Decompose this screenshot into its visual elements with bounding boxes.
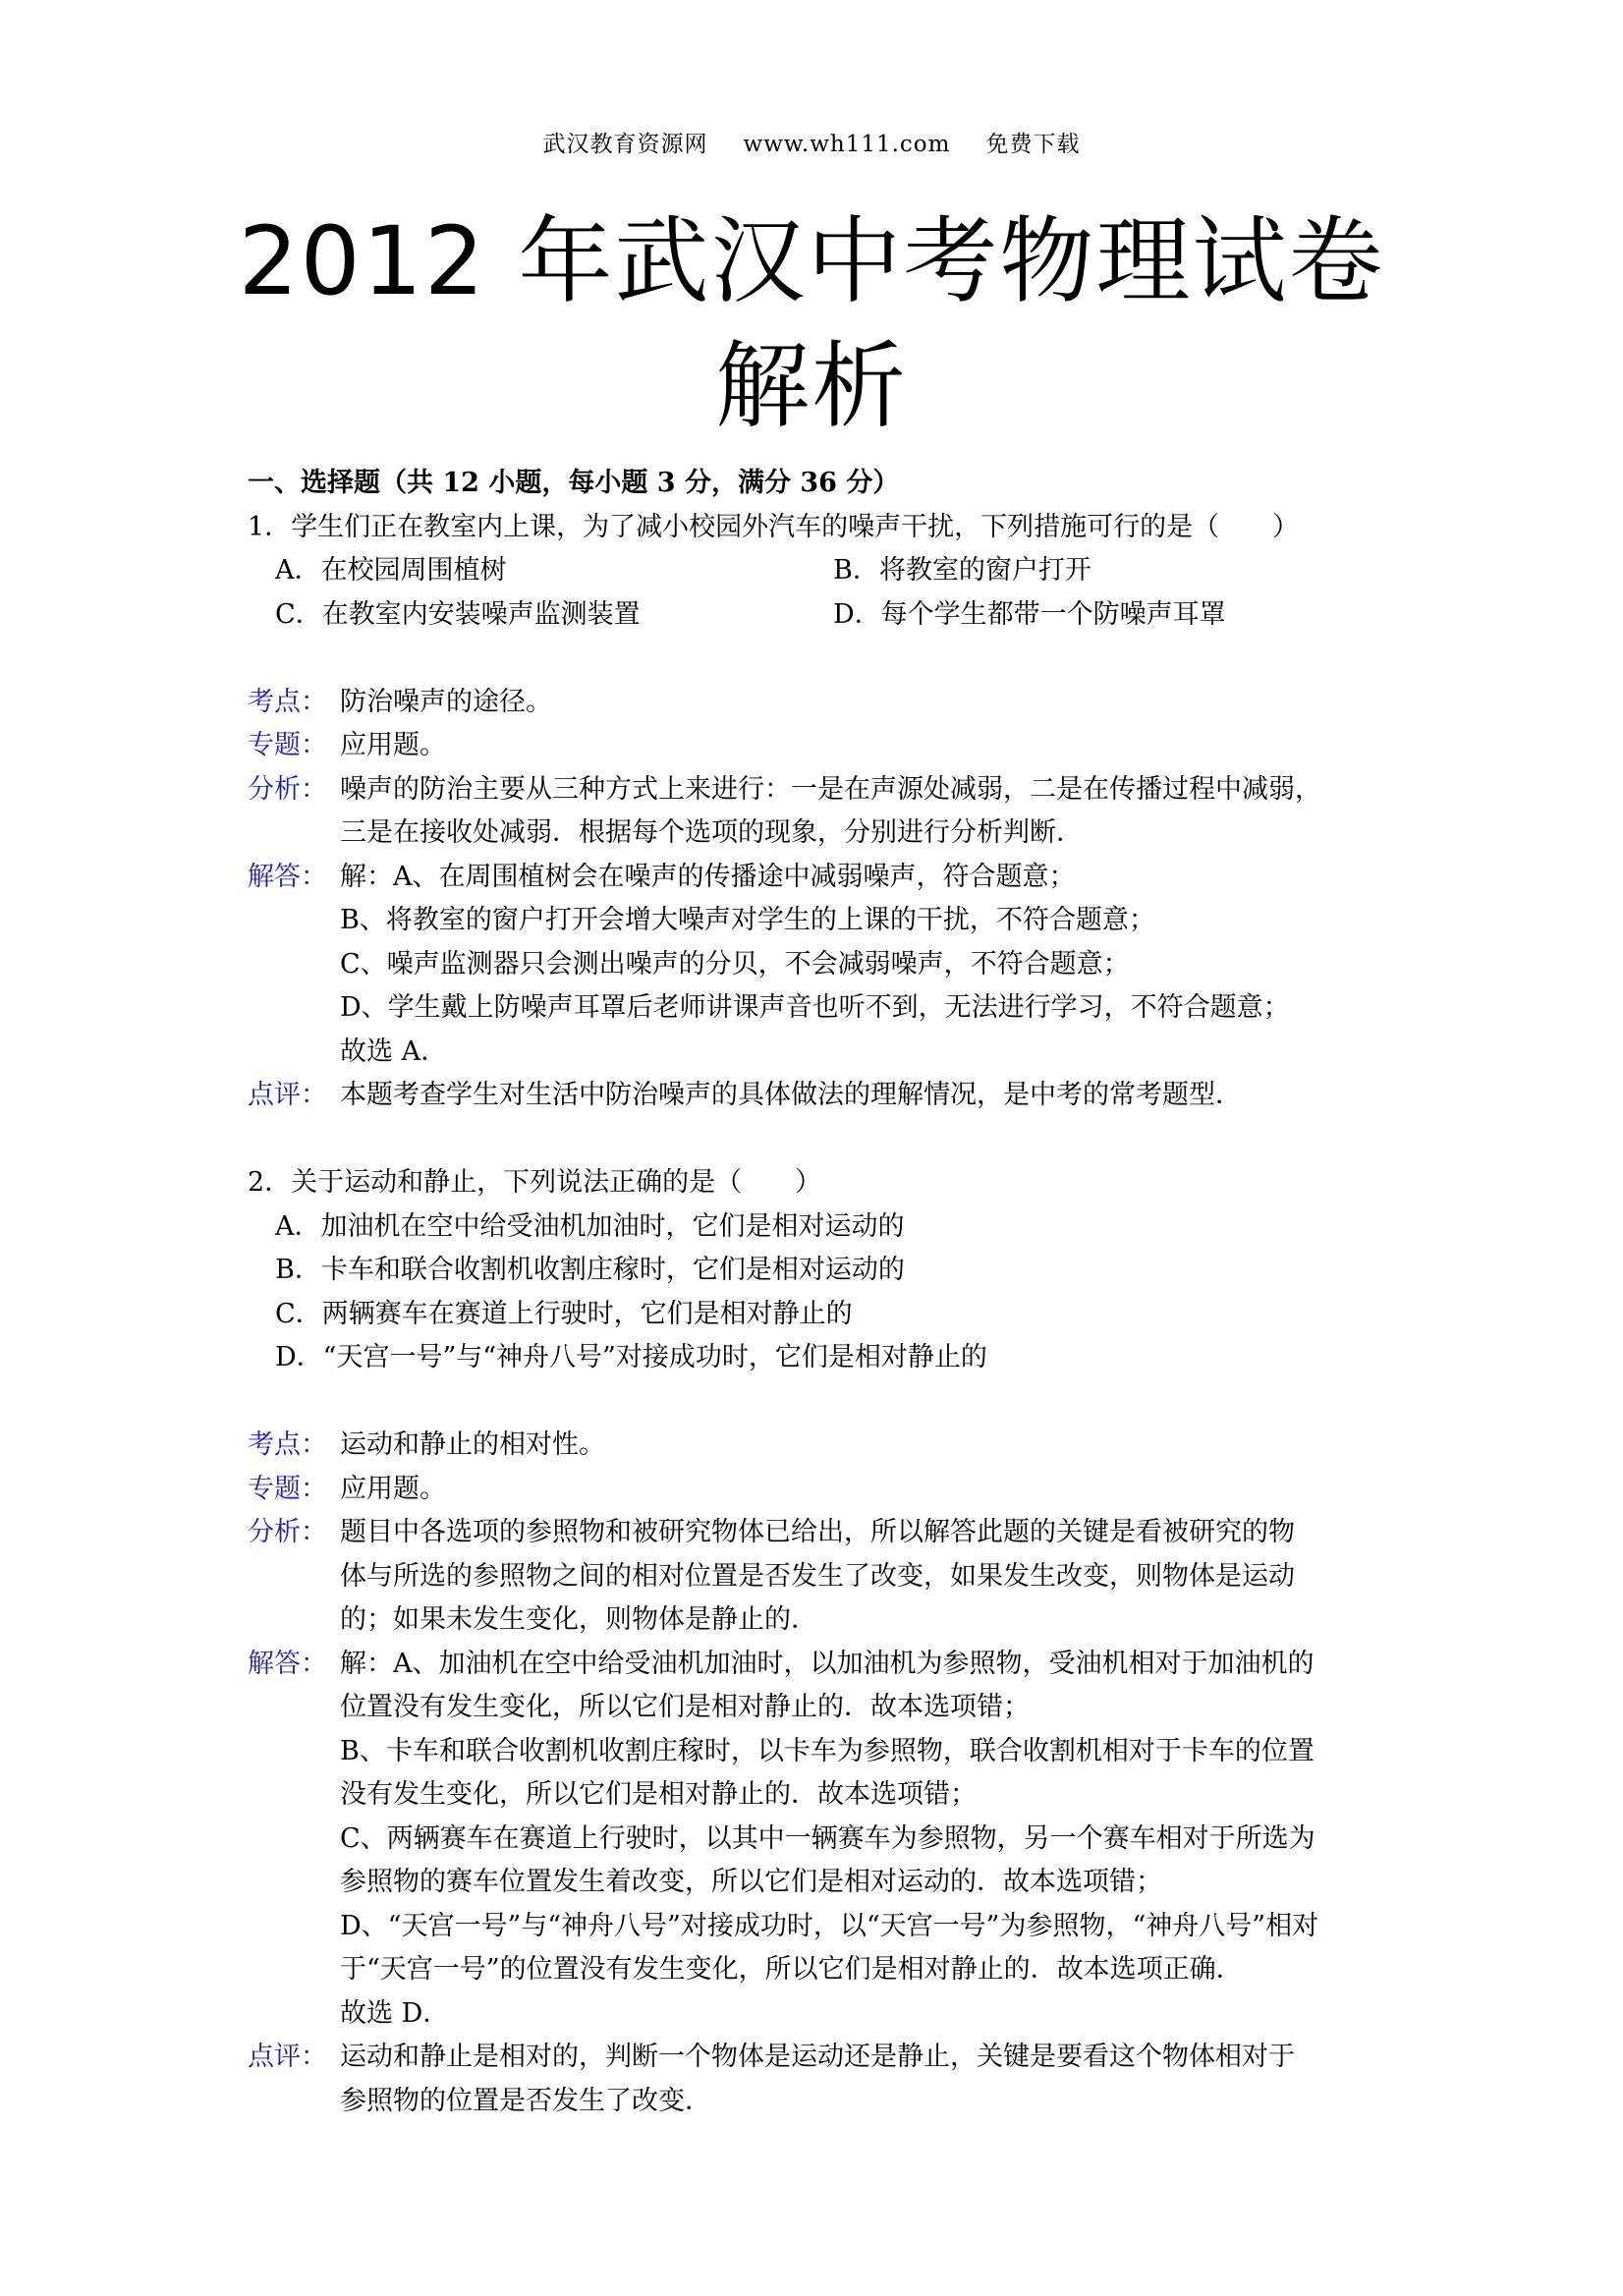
q1-options-row1 [248, 549, 1397, 593]
q1-option-c: C．在教室内安装噪声监测装置 [275, 598, 641, 630]
q1-option-d: D．每个学生都带一个防噪声耳罩 [833, 598, 1226, 630]
q1-kaodian-text: 防治噪声的途径。 [340, 686, 552, 717]
q1-dianping [248, 1074, 1397, 1118]
label-zhuanti: 专题： [248, 1473, 327, 1504]
q2-zhuanti [248, 1468, 1397, 1512]
q1-dianping-text: 本题考查学生对生活中防治噪声的具体做法的理解情况，是中考的常考题型． [340, 1080, 1242, 1110]
q2-stem: 2．关于运动和静止，下列说法正确的是（ ） [248, 1167, 822, 1198]
q2-fenxi-line3: 的；如果未发生变化，则物体是静止的． [340, 1604, 817, 1635]
section-heading: 一、选择题（共 12 小题，每小题 3 分，满分 36 分） [248, 468, 900, 498]
q2-option-d: D．“天宫一号”与“神舟八号”对接成功时，它们是相对静止的 [275, 1342, 987, 1372]
q2-dianping-line2: 参照物的位置是否发生了改变． [340, 2085, 711, 2116]
page-title-line2: 解析 [715, 331, 908, 441]
q1-zhuanti-text: 应用题。 [340, 730, 446, 760]
q1-stem: 1．学生们正在教室内上课，为了减小校园外汽车的噪声干扰，下列措施可行的是（ ） [248, 511, 1300, 542]
q2-kaodian-text: 运动和静止的相对性。 [340, 1429, 605, 1460]
q2-jieda-line6: 参照物的赛车位置发生着改变，所以它们是相对运动的．故本选项错； [340, 1867, 1162, 1897]
header-note: 免费下载 [985, 132, 1081, 157]
header-url[interactable]: www.wh111.com [743, 132, 951, 157]
q1-jieda-line2: B、将教室的窗户打开会增大噪声对学生的上课的干扰，不符合题意； [340, 905, 1155, 935]
q1-jieda-line1: 解：A、在周围植树会在噪声的传播途中减弱噪声，符合题意； [340, 861, 1076, 892]
q2-option-a: A．加油机在空中给受油机加油时，它们是相对运动的 [275, 1210, 905, 1242]
q2-dianping [248, 2036, 1397, 2080]
label-fenxi: 分析： [248, 1517, 327, 1547]
label-fenxi: 分析： [248, 773, 327, 805]
q2-option-c: C．两辆赛车在赛道上行驶时，它们是相对静止的 [275, 1298, 853, 1329]
q2-jieda-line1: 解：A、加油机在空中给受油机加油时，以加油机为参照物，受油机相对于加油机的 [340, 1648, 1315, 1679]
q1-option-b: B．将教室的窗户打开 [833, 555, 1091, 586]
q2-jieda-line4: 没有发生变化，所以它们是相对静止的．故本选项错； [340, 1779, 977, 1810]
q1-fenxi [248, 768, 1397, 812]
document-body [248, 462, 1397, 2123]
q1-jieda-line5: 故选 A． [340, 1036, 448, 1067]
q2-fenxi-line1: 题目中各选项的参照物和被研究物体已给出，所以解答此题的关键是看被研究的物 [340, 1517, 1295, 1547]
q2-dianping-line1: 运动和静止是相对的，判断一个物体是运动还是静止，关键是要看这个物体相对于 [340, 2042, 1295, 2072]
q1-fenxi-line1: 噪声的防治主要从三种方式上来进行：一是在声源处减弱，二是在传播过程中减弱， [340, 773, 1321, 805]
q1-option-a: A．在校园周围植树 [275, 555, 507, 586]
q2-fenxi [248, 1511, 1397, 1555]
q2-jieda-line3: B、卡车和联合收割机收割庄稼时，以卡车为参照物，联合收割机相对于卡车的位置 [340, 1735, 1315, 1766]
label-dianping: 点评： [248, 1080, 327, 1110]
label-jieda: 解答： [248, 861, 327, 892]
q2-jieda-line5: C、两辆赛车在赛道上行驶时，以其中一辆赛车为参照物，另一个赛车相对于所选为 [340, 1822, 1315, 1854]
q2-kaodian [248, 1424, 1397, 1468]
q1-jieda [248, 856, 1397, 900]
q2-jieda-line8: 于“天宫一号”的位置没有发生变化，所以它们是相对静止的．故本选项正确． [340, 1954, 1243, 1985]
page-header [0, 126, 1623, 158]
label-kaodian: 考点： [248, 1429, 327, 1460]
page-title-line1: 2012 年武汉中考物理试卷 [238, 206, 1385, 316]
label-zhuanti: 专题： [248, 730, 327, 760]
label-dianping: 点评： [248, 2042, 327, 2072]
q1-zhuanti [248, 724, 1397, 768]
label-kaodian: 考点： [248, 686, 327, 717]
header-site: 武汉教育资源网 [542, 132, 708, 157]
label-jieda: 解答： [248, 1648, 327, 1679]
q1-jieda-line3: C、噪声监测器只会测出噪声的分贝，不会减弱噪声，不符合题意； [340, 948, 1130, 980]
q2-jieda-line9: 故选 D． [340, 1997, 450, 2029]
q2-zhuanti-text: 应用题。 [340, 1473, 446, 1504]
q2-option-b: B．卡车和联合收割机收割庄稼时，它们是相对运动的 [275, 1255, 905, 1285]
q2-jieda-line2: 位置没有发生变化，所以它们是相对静止的．故本选项错； [340, 1692, 1030, 1722]
q2-jieda [248, 1643, 1397, 1687]
q1-fenxi-line2: 三是在接收处减弱．根据每个选项的现象，分别进行分析判断． [340, 817, 1083, 848]
q1-jieda-line4: D、学生戴上防噪声耳罩后老师讲课声音也听不到，无法进行学习，不符合题意； [340, 992, 1290, 1023]
q2-fenxi-line2: 体与所选的参照物之间的相对位置是否发生了改变，如果发生改变，则物体是运动 [340, 1560, 1295, 1592]
q2-jieda-line7: D、“天宫一号”与“神舟八号”对接成功时，以“天宫一号”为参照物，“神舟八号”相对 [340, 1910, 1319, 1941]
q1-options-row2 [248, 593, 1397, 638]
q1-kaodian [248, 681, 1397, 725]
